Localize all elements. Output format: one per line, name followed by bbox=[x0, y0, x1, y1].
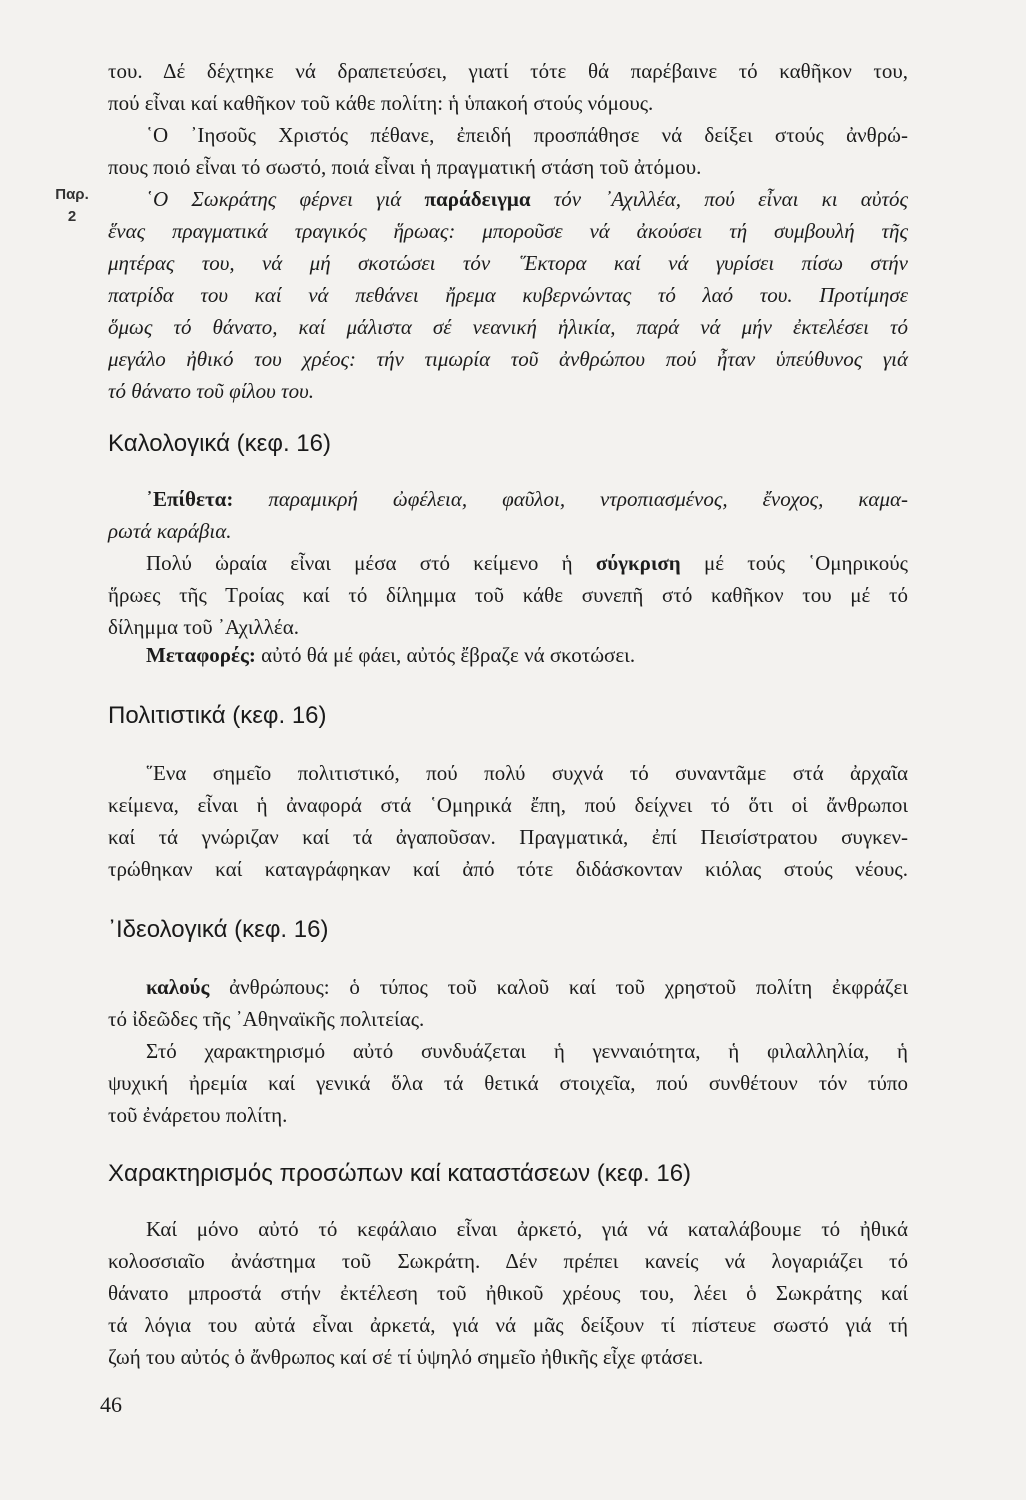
sygkrisi-line-2: ἥρωες τῆς Τροίας καί τό δίλημμα τοῦ κάθε συνεπῆ στό καθῆκον του μέ τό bbox=[108, 583, 908, 607]
xaraktirismos-line-5: ζωή του αὐτός ὁ ἄνθρωπος καί σέ τί ὑψηλό σημεῖο ἠθικῆς εἶχε φτάσει. bbox=[108, 1345, 704, 1369]
epitheta-label: ᾽Επίθετα: bbox=[146, 487, 234, 511]
politistika-heading: Πολιτιστικά (κεφ. 16) bbox=[108, 702, 327, 729]
ideologika-line-2: τό ἰδεῶδες τῆς ᾽Αθηναϊκῆς πολιτείας. bbox=[108, 1007, 425, 1031]
ideologika-line-4: ψυχική ἠρεμία καί γενικά ὅλα τά θετικά στοιχεῖα, πού συνθέτουν τόν τύπο bbox=[108, 1071, 908, 1095]
ideologika-line-5: τοῦ ἐνάρετου πολίτη. bbox=[108, 1103, 288, 1127]
xaraktirismos-line-2: κολοσσιαῖο ἀνάστημα τοῦ Σωκράτη. Δέν πρέπει κανείς νά λογαριάζει τό bbox=[108, 1249, 908, 1273]
politistika-line-3: καί τά γνώριζαν καί τά ἀγαποῦσαν. Πραγματικά, ἐπί Πεισίστρατου συγκεν- bbox=[108, 825, 908, 849]
xaraktirismos-line-4: τά λόγια του αὐτά εἶναι ἀρκετά, γιά νά μᾶς δείξουν τί πίστευε σωστό γιά τή bbox=[108, 1313, 908, 1337]
intro-line-2: πού εἶναι καί καθῆκον τοῦ κάθε πολίτη: ἡ ὑπακοή στούς νόμους. bbox=[108, 91, 654, 115]
paradeigma-line-1: ῾Ο Σωκράτης φέρνει γιά παράδειγμα τόν ᾽Αχιλλέα, πού εἶναι κι αὐτός bbox=[146, 187, 908, 211]
paradeigma-line-2: ἕνας πραγματικά τραγικός ἥρωας: μποροῦσε νά ἀκούσει τή συμβουλή τῆς bbox=[108, 219, 908, 243]
intro-line-3: ῾Ο ᾽Ιησοῦς Χριστός πέθανε, ἐπειδή προσπάθησε νά δείξει στούς ἀνθρώ- bbox=[146, 123, 908, 147]
metafores-label: Μεταφορές: bbox=[146, 643, 256, 667]
xaraktirismos-heading: Χαρακτηρισμός προσώπων καί καταστάσεων (κεφ. 16) bbox=[108, 1160, 692, 1187]
ideologika-line-3: Στό χαρακτηρισμό αὐτό συνδυάζεται ἡ γενναιότητα, ἡ φιλαλληλία, ἡ bbox=[146, 1039, 908, 1063]
page-number: 46 bbox=[100, 1392, 122, 1417]
intro-line-4: πους ποιό εἶναι τό σωστό, ποιά εἶναι ἡ πραγματική στάση τοῦ ἀτόμου. bbox=[108, 155, 702, 179]
intro-line-1: του. Δέ δέχτηκε νά δραπετεύσει, γιατί τότε θά παρέβαινε τό καθῆκον του, bbox=[108, 59, 908, 83]
politistika-line-1: ῞Ενα σημεῖο πολιτιστικό, πού πολύ συχνά τό συναντᾶμε στά ἀρχαῖα bbox=[146, 761, 908, 785]
ideologika-line-1: καλούς ἀνθρώπους: ὁ τύπος τοῦ καλοῦ καί τοῦ χρηστοῦ πολίτη ἐκφράζει bbox=[146, 975, 908, 999]
kalologika-heading: Καλολογικά (κεφ. 16) bbox=[108, 430, 331, 457]
sygkrisi-line-3: δίλημμα τοῦ ᾽Αχιλλέα. bbox=[108, 615, 299, 639]
paradeigma-line-3: μητέρας του, νά μή σκοτώσει τόν ῞Εκτορα καί νά γυρίσει πίσω στήν bbox=[108, 251, 908, 275]
xaraktirismos-line-1: Καί μόνο αὐτό τό κεφάλαιο εἶναι ἀρκετό, γιά νά καταλάβουμε τό ἠθικά bbox=[146, 1217, 908, 1241]
paradeigma-line-6: μεγάλο ἠθικό του χρέος: τήν τιμωρία τοῦ ἀνθρώπου πού ἦταν ὑπεύθυνος γιά bbox=[108, 347, 908, 371]
paradeigma-line-5: ὅμως τό θάνατο, καί μάλιστα σέ νεανική ἡλικία, παρά νά μήν ἐκτελέσει τό bbox=[108, 315, 908, 339]
metafores-line: Μεταφορές: αὐτό θά μέ φάει, αὐτός ἔβραζε νά σκοτώσει. bbox=[146, 643, 636, 667]
paradeigma-term: παράδειγμα bbox=[424, 187, 531, 211]
politistika-line-2: κείμενα, εἶναι ἡ ἀναφορά στά ῾Ομηρικά ἔπη, πού δείχνει τό ὅτι οἱ ἄνθρωποι bbox=[108, 793, 908, 817]
sygkrisi-term: σύγκριση bbox=[595, 551, 681, 575]
epitheta-line-2: ρωτά καράβια. bbox=[108, 519, 232, 543]
politistika-line-4: τρώθηκαν καί καταγράφηκαν καί ἀπό τότε διδάσκονταν κιόλας στούς νέους. bbox=[108, 857, 908, 881]
xaraktirismos-line-3: θάνατο μπροστά στήν ἐκτέλεση τοῦ ἠθικοῦ χρέους του, λέει ὁ Σωκράτης καί bbox=[108, 1281, 908, 1305]
paradeigma-line-4: πατρίδα του καί νά πεθάνει ἤρεμα κυβερνώντας τό λαό του. Προτίμησε bbox=[108, 283, 908, 307]
sygkrisi-line-1: Πολύ ὡραία εἶναι μέσα στό κείμενο ἡ σύγκριση μέ τούς ῾Ομηρικούς bbox=[146, 551, 909, 575]
kalous-term: καλούς bbox=[146, 975, 210, 999]
margin-note-number: 2 bbox=[67, 208, 77, 225]
ideologika-heading: ᾽Ιδεολογικά (κεφ. 16) bbox=[108, 916, 329, 943]
margin-note-label: Παρ. bbox=[55, 186, 89, 203]
paradeigma-line-7: τό θάνατο τοῦ φίλου του. bbox=[108, 379, 314, 403]
epitheta-line-1: ᾽Επίθετα: παραμικρή ὠφέλεια, φαῦλοι, ντροπιασμένος, ἔνοχος, καμα- bbox=[146, 487, 908, 511]
